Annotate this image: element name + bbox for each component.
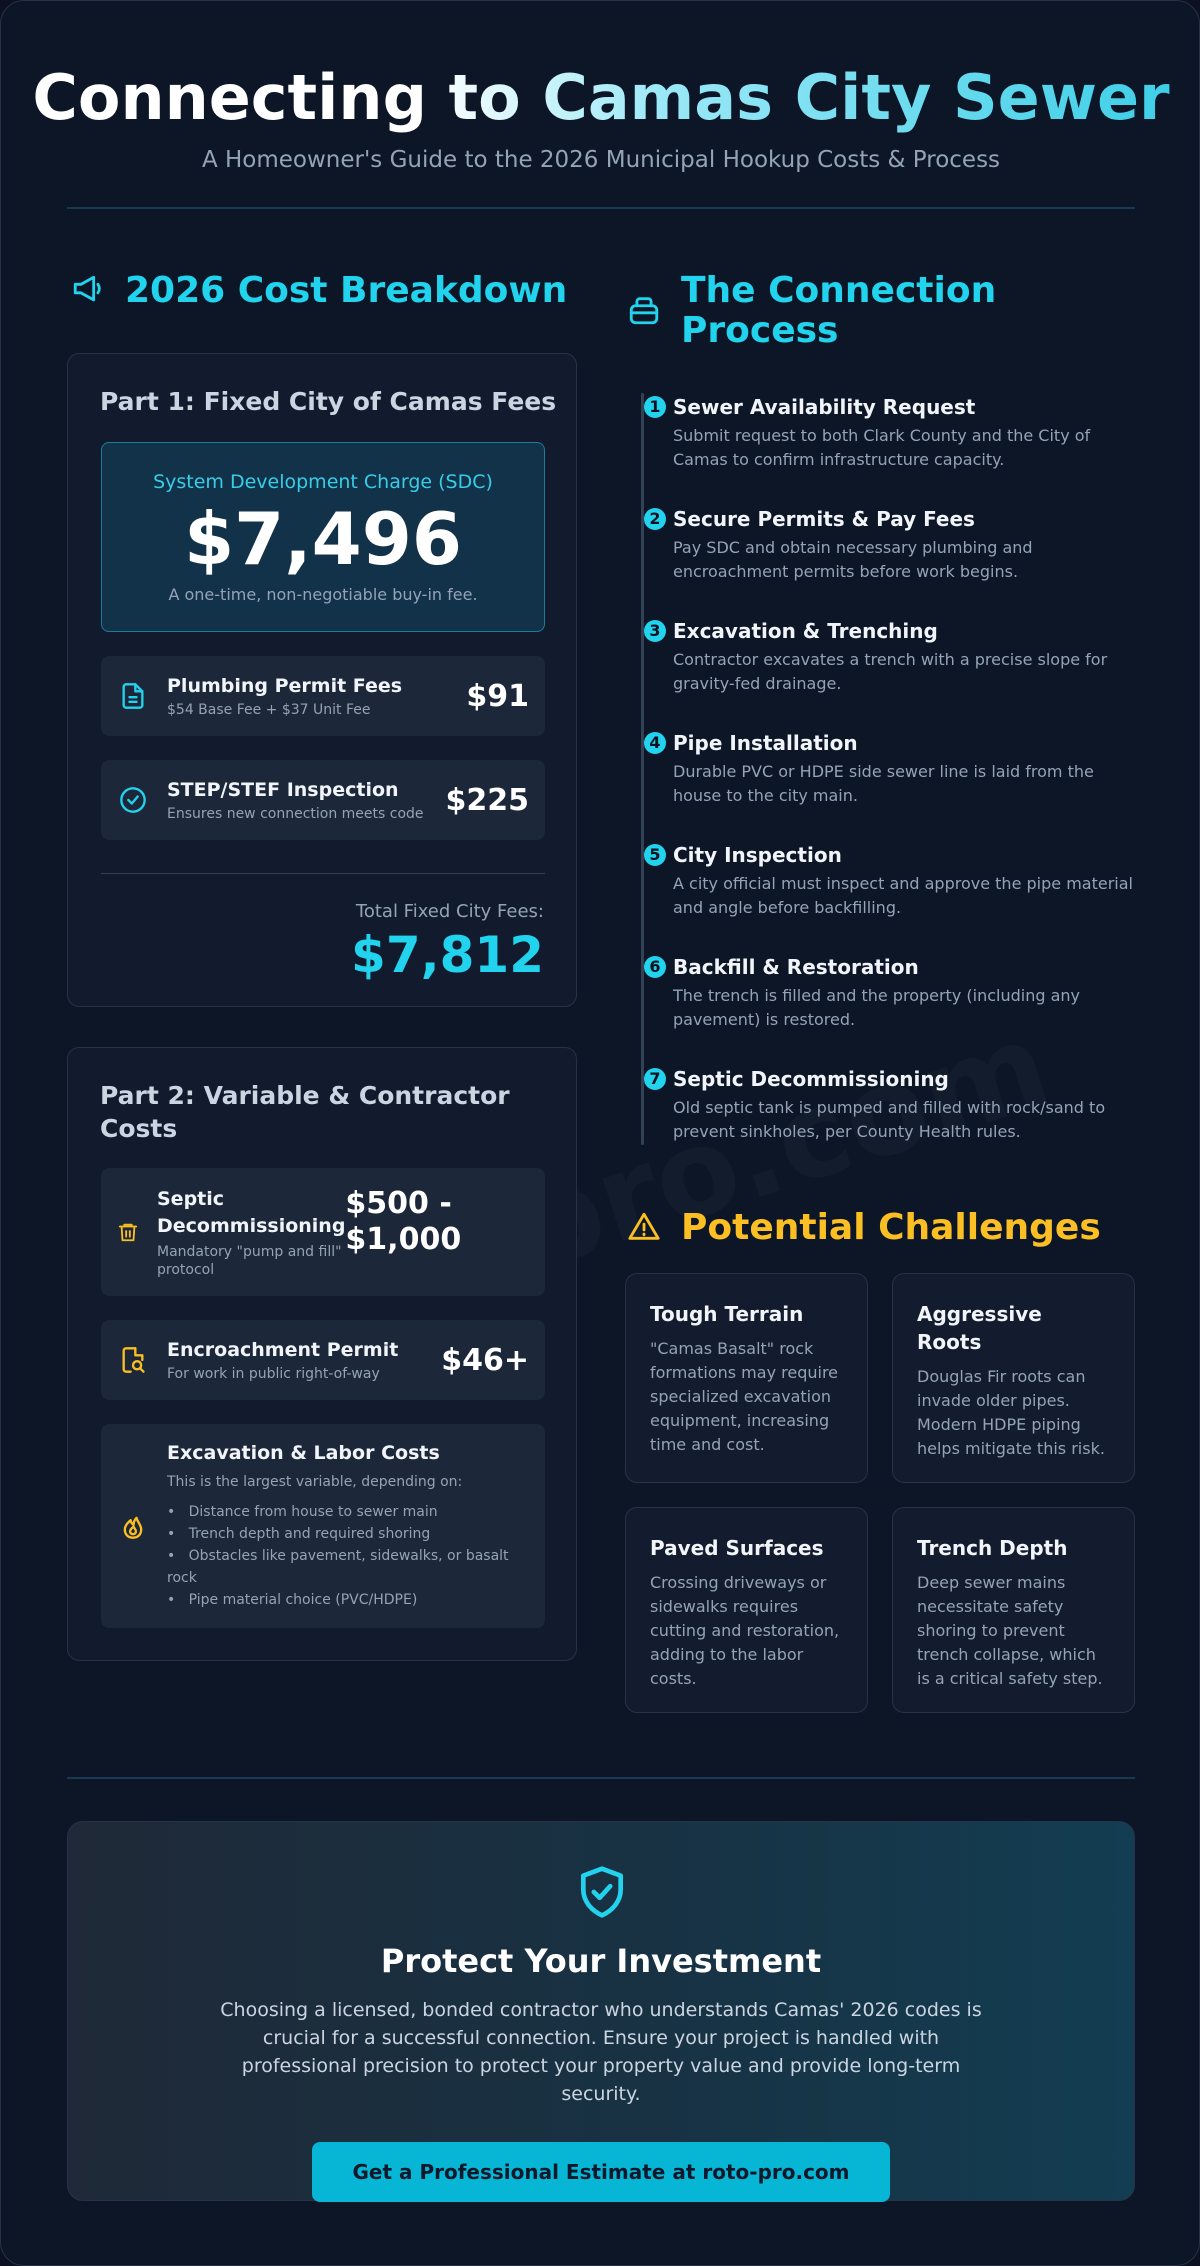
document-icon	[119, 682, 147, 710]
page-subtitle: A Homeowner's Guide to the 2026 Municipal Hookup Costs & Process	[201, 147, 1001, 173]
challenge-card	[625, 1507, 868, 1713]
process-step	[646, 1066, 1136, 1144]
challenge-desc: Deep sewer mains necessitate safety shoring to prevent trench collapse, which is a critical safety step.	[917, 1573, 1103, 1688]
step-title: Excavation & Trenching	[673, 619, 938, 643]
step-number: 3	[644, 620, 666, 642]
process-step	[646, 506, 1136, 584]
cost-name: Septic Decommissioning	[157, 1187, 346, 1237]
fee-sub: Ensures new connection meets code	[167, 805, 424, 822]
step-title: Septic Decommissioning	[673, 1067, 949, 1091]
header-divider	[67, 207, 1135, 209]
step-title: Backfill & Restoration	[673, 955, 919, 979]
challenges-section-title	[627, 1208, 1101, 1248]
file-search-icon	[119, 1346, 147, 1374]
fixed-fees-card	[67, 353, 577, 1007]
step-title: Pipe Installation	[673, 731, 858, 755]
fee-sub: $54 Base Fee + $37 Unit Fee	[167, 701, 371, 718]
check-circle-icon	[119, 786, 147, 814]
challenge-desc: Crossing driveways or sidewalks requires cutting and restoration, adding to the labor costs.	[650, 1573, 840, 1688]
cost-sub: For work in public right-of-way	[167, 1365, 380, 1382]
sdc-note: A one-time, non-negotiable buy-in fee.	[168, 585, 478, 604]
labor-bullets	[167, 1501, 529, 1611]
process-section-title	[627, 271, 1087, 351]
cta-panel	[67, 1821, 1135, 2201]
fee-name: STEP/STEF Inspection	[167, 778, 399, 801]
list-item: • Distance from house to sewer main	[167, 1504, 438, 1520]
total-divider	[101, 873, 545, 874]
challenge-desc: Douglas Fir roots can invade older pipes. Modern HDPE piping helps mitigate this risk.	[917, 1367, 1105, 1458]
step-inspection-row	[101, 760, 545, 840]
process-step	[646, 730, 1136, 808]
excavation-labor-row	[101, 1424, 545, 1628]
cta-title: Protect Your Investment	[380, 1942, 822, 1980]
cost-sub: Mandatory "pump and fill" protocol	[157, 1243, 342, 1278]
process-step	[646, 394, 1136, 472]
list-item: • Obstacles like pavement, sidewalks, or basalt rock	[167, 1548, 509, 1586]
sdc-box	[101, 442, 545, 632]
challenge-title: Paved Surfaces	[650, 1536, 824, 1560]
step-number: 7	[644, 1068, 666, 1090]
step-desc: Contractor excavates a trench with a precise slope for gravity-fed drainage.	[673, 650, 1108, 693]
process-step	[646, 842, 1136, 920]
total-label: Total Fixed City Fees:	[355, 901, 544, 922]
sdc-amount: $7,496	[184, 497, 462, 581]
challenge-card	[892, 1273, 1135, 1483]
cta-text: Choosing a licensed, bonded contractor who understands Camas' 2026 codes is crucial for a successful connection. Ensure your project is handled with professional precision to protect your property value and provide long-term security.	[220, 1999, 982, 2105]
challenge-title: Aggressive Roots	[917, 1302, 1042, 1354]
step-number: 5	[644, 844, 666, 866]
step-title: Secure Permits & Pay Fees	[673, 507, 975, 531]
encroachment-permit-row	[101, 1320, 545, 1400]
cost-section-label: 2026 Cost Breakdown	[125, 270, 568, 311]
variable-costs-card	[67, 1047, 577, 1661]
challenge-title: Tough Terrain	[650, 1302, 804, 1326]
step-desc: Old septic tank is pumped and filled with rock/sand to prevent sinkholes, per County Health rules.	[673, 1098, 1106, 1141]
challenges-section-label: Potential Challenges	[681, 1207, 1101, 1248]
fee-amount: $225	[445, 782, 529, 818]
page-header	[1, 59, 1200, 173]
footer-divider	[67, 1777, 1135, 1779]
fee-name: Plumbing Permit Fees	[167, 674, 403, 697]
step-title: City Inspection	[673, 843, 842, 867]
step-number: 6	[644, 956, 666, 978]
step-desc: A city official must inspect and approve the pipe material and angle before backfilling.	[673, 874, 1133, 917]
labor-intro: This is the largest variable, depending on:	[167, 1474, 463, 1490]
total-amount: $7,812	[351, 926, 544, 984]
step-number: 1	[644, 396, 666, 418]
cost-section-title	[71, 271, 567, 311]
cost-amount: $500 - $1,000	[345, 1186, 462, 1257]
challenge-title: Trench Depth	[917, 1536, 1068, 1560]
list-item: • Trench depth and required shoring	[167, 1526, 431, 1542]
labor-name: Excavation & Labor Costs	[167, 1442, 440, 1464]
step-desc: The trench is filled and the property (including any pavement) is restored.	[673, 986, 1080, 1029]
process-step	[646, 618, 1136, 696]
cost-amount: $46+	[441, 1342, 529, 1378]
warning-icon	[627, 1210, 661, 1244]
step-title: Sewer Availability Request	[673, 395, 976, 419]
cost-name: Encroachment Permit	[167, 1338, 399, 1361]
process-step	[646, 954, 1136, 1032]
toolbox-icon	[627, 293, 661, 327]
step-desc: Submit request to both Clark County and the City of Camas to confirm infrastructure capacity.	[673, 426, 1091, 469]
megaphone-icon	[71, 273, 105, 307]
sdc-label: System Development Charge (SDC)	[153, 471, 493, 493]
plumbing-permit-row	[101, 656, 545, 736]
get-estimate-button[interactable]: Get a Professional Estimate at roto-pro.com	[312, 2142, 890, 2202]
step-desc: Durable PVC or HDPE side sewer line is laid from the house to the city main.	[673, 762, 1094, 805]
variable-costs-title: Part 2: Variable & Contractor Costs	[100, 1081, 510, 1143]
septic-decom-row	[101, 1168, 545, 1296]
process-section-label: The Connection Process	[681, 270, 997, 351]
step-number: 2	[644, 508, 666, 530]
challenge-desc: "Camas Basalt" rock formations may require specialized excavation equipment, increasing time and cost.	[650, 1339, 839, 1454]
fixed-fees-title: Part 1: Fixed City of Camas Fees	[100, 387, 557, 416]
challenge-card	[892, 1507, 1135, 1713]
challenge-card	[625, 1273, 868, 1483]
timeline-line	[641, 393, 644, 1145]
step-desc: Pay SDC and obtain necessary plumbing and encroachment permits before work begins.	[673, 538, 1033, 581]
shield-check-icon	[574, 1864, 630, 1920]
list-item: • Pipe material choice (PVC/HDPE)	[167, 1592, 418, 1608]
flame-icon	[119, 1512, 147, 1540]
step-number: 4	[644, 732, 666, 754]
page-title: Connecting to Camas City Sewer	[1, 59, 1200, 137]
trash-icon	[117, 1221, 139, 1243]
fee-amount: $91	[466, 678, 529, 714]
